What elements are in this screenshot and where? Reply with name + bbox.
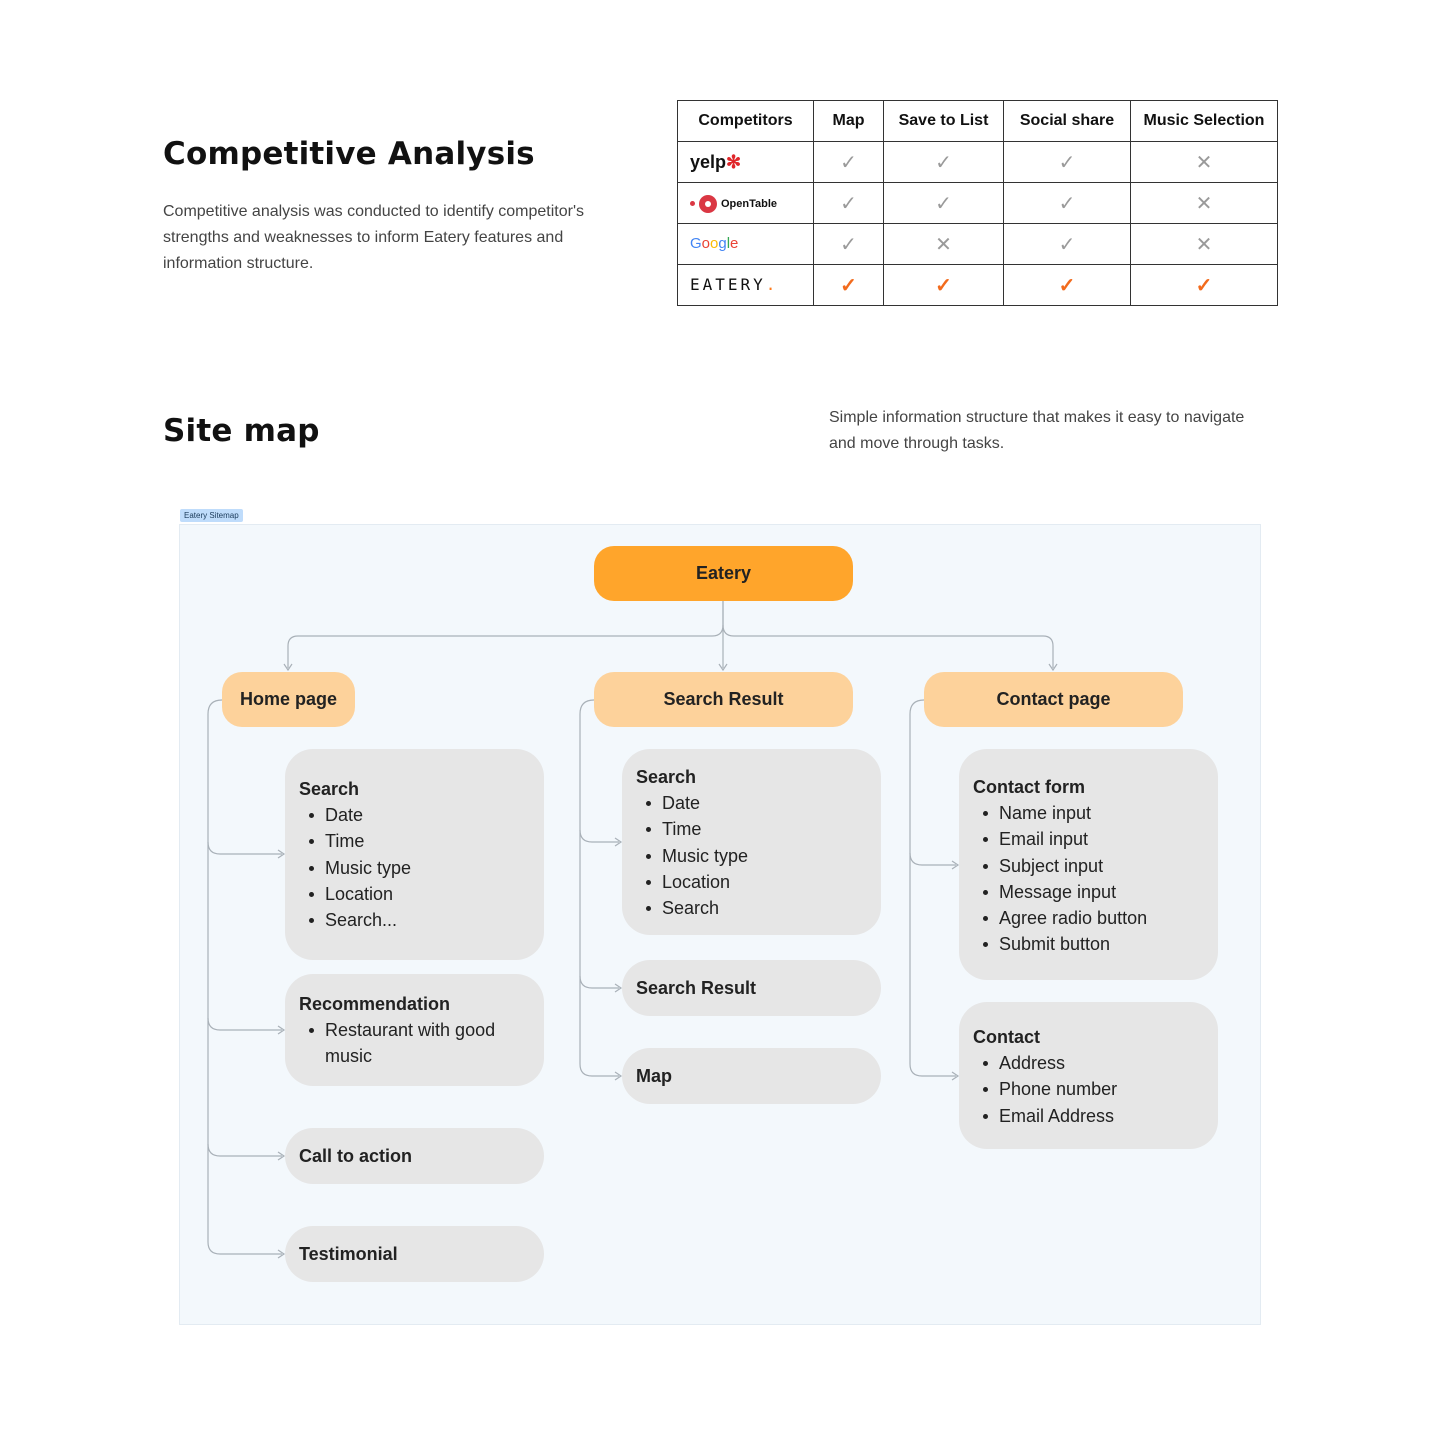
list-item: Location: [636, 869, 867, 895]
table-header-row: [678, 101, 1278, 142]
node-title: Call to action: [299, 1146, 413, 1166]
node-home-call-to-action: [285, 1128, 544, 1184]
feature-cell: [1131, 265, 1278, 306]
competitive-analysis-description: Competitive analysis was conducted to identify competitor's strengths and weaknesses to inform Eatery features and information structure.: [163, 203, 585, 272]
feature-cell: [814, 183, 884, 224]
check-icon: ✓: [935, 151, 952, 174]
list-item: Submit button: [973, 931, 1204, 957]
feature-cell: [814, 142, 884, 183]
feature-cell: [814, 265, 884, 306]
cross-icon: ✕: [935, 233, 952, 256]
node-contact-form: [959, 749, 1218, 980]
node-home-testimonial: [285, 1226, 544, 1282]
check-icon: ✓: [1058, 274, 1076, 297]
list-item: Address: [973, 1050, 1204, 1076]
yelp-burst-icon: ✻: [726, 151, 742, 172]
list-item: Music type: [299, 855, 530, 881]
node-contact-page: Contact page: [924, 672, 1183, 727]
check-icon: ✓: [935, 192, 952, 215]
google-logo: Google: [690, 235, 739, 252]
yelp-logo: [690, 152, 741, 172]
eatery-logo: EATERY.: [690, 275, 779, 294]
node-title: Contact form: [973, 777, 1085, 797]
feature-cell: [884, 183, 1004, 224]
check-icon: ✓: [1195, 274, 1213, 297]
header-map: Map: [814, 101, 884, 142]
feature-cell: [1004, 183, 1131, 224]
table-row: [678, 183, 1278, 224]
cross-icon: ✕: [1195, 192, 1213, 215]
yelp-logo-text: yelp: [690, 151, 727, 172]
table-row: [678, 265, 1278, 306]
check-icon: ✓: [935, 274, 952, 297]
list-item: Subject input: [973, 853, 1204, 879]
check-icon: ✓: [840, 233, 857, 256]
node-results-search-result: [622, 960, 881, 1016]
node-home-recommendation: [285, 974, 544, 1086]
competitor-cell: [678, 142, 814, 183]
list-item: Email input: [973, 826, 1204, 852]
node-search-result: Search Result: [594, 672, 853, 727]
node-list: [973, 800, 1204, 958]
check-icon: ✓: [1058, 192, 1076, 215]
node-results-search: [622, 749, 881, 935]
feature-cell: [1004, 265, 1131, 306]
root-node-eatery: Eatery: [594, 546, 853, 601]
table-row: [678, 142, 1278, 183]
node-title: Search: [636, 767, 697, 787]
header-music-selection: Music Selection: [1131, 101, 1278, 142]
node-title: Recommendation: [299, 994, 451, 1014]
header-social-share: Social share: [1004, 101, 1131, 142]
opentable-logo: [690, 195, 777, 213]
node-home-search: [285, 749, 544, 960]
header-save-to-list: Save to List: [884, 101, 1004, 142]
eatery-logo-text: EATERY: [690, 275, 766, 294]
node-results-map: [622, 1048, 881, 1104]
check-icon: ✓: [840, 192, 857, 215]
node-title: Search: [299, 779, 360, 799]
diagram-frame-tag: Eatery Sitemap: [180, 509, 243, 522]
competitive-analysis-title: Competitive Analysis: [163, 136, 535, 172]
check-icon: ✓: [1058, 151, 1076, 174]
feature-cell: [1004, 224, 1131, 265]
competitor-cell: [678, 224, 814, 265]
feature-cell: [1004, 142, 1131, 183]
check-icon: ✓: [840, 151, 857, 174]
node-title: Testimonial: [299, 1244, 398, 1264]
list-item: Message input: [973, 879, 1204, 905]
list-item: Search: [636, 895, 867, 921]
sitemap-description: Simple information structure that makes it easy to navigate and move through tasks.: [829, 409, 1245, 452]
node-list: [636, 790, 867, 921]
node-list: [299, 1017, 530, 1070]
feature-cell: [814, 224, 884, 265]
list-item: Music type: [636, 843, 867, 869]
feature-cell: [1131, 183, 1278, 224]
competitor-cell: [678, 183, 814, 224]
table-row: [678, 224, 1278, 265]
node-contact-info: [959, 1002, 1218, 1149]
list-item: Time: [299, 828, 530, 854]
list-item: Date: [636, 790, 867, 816]
competitor-cell: [678, 265, 814, 306]
check-icon: ✓: [1058, 233, 1076, 256]
node-title: Search Result: [636, 978, 757, 998]
cross-icon: ✕: [1195, 233, 1213, 256]
feature-cell: [1131, 142, 1278, 183]
sitemap-title: Site map: [163, 413, 320, 449]
list-item: Phone number: [973, 1076, 1204, 1102]
node-title: Contact: [973, 1027, 1040, 1047]
list-item: Time: [636, 816, 867, 842]
list-item: Restaurant with good music: [299, 1017, 530, 1070]
node-home-page: Home page: [222, 672, 355, 727]
feature-cell: [884, 142, 1004, 183]
list-item: Search...: [299, 907, 530, 933]
feature-cell: [1131, 224, 1278, 265]
list-item: Date: [299, 802, 530, 828]
node-list: [973, 1050, 1204, 1129]
feature-cell: [884, 224, 1004, 265]
cross-icon: ✕: [1195, 151, 1213, 174]
node-title: Map: [636, 1066, 672, 1086]
header-competitors: Competitors: [678, 101, 814, 142]
list-item: Name input: [973, 800, 1204, 826]
feature-cell: [884, 265, 1004, 306]
node-list: [299, 802, 530, 933]
list-item: Location: [299, 881, 530, 907]
opentable-logo-text: OpenTable: [721, 197, 778, 210]
competitor-table: [677, 100, 1278, 306]
list-item: Agree radio button: [973, 905, 1204, 931]
list-item: Email Address: [973, 1103, 1204, 1129]
check-icon: ✓: [840, 274, 857, 297]
